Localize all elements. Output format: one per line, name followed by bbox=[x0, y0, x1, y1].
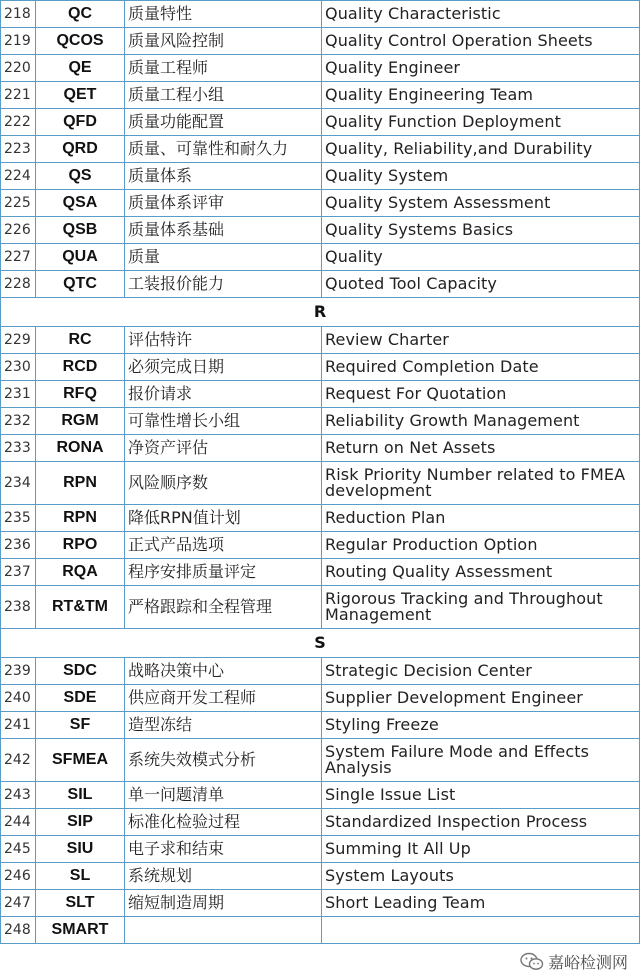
watermark bbox=[516, 948, 632, 975]
english-term-cell: Request For Quotation bbox=[322, 381, 640, 408]
row-number: 224 bbox=[1, 163, 36, 190]
english-term-cell: Standardized Inspection Process bbox=[322, 809, 640, 836]
row-number: 230 bbox=[1, 354, 36, 381]
table-row bbox=[1, 1, 640, 28]
table-row bbox=[1, 586, 640, 629]
english-term-cell: Reduction Plan bbox=[322, 505, 640, 532]
abbreviation-cell: SIL bbox=[36, 782, 125, 809]
english-term-cell: Quality System bbox=[322, 163, 640, 190]
glossary-body bbox=[1, 1, 640, 944]
table-row bbox=[1, 658, 640, 685]
chinese-term-cell: 标准化检验过程 bbox=[125, 809, 322, 836]
abbreviation-cell: SFMEA bbox=[36, 739, 125, 782]
row-number: 240 bbox=[1, 685, 36, 712]
abbreviation-cell: RQA bbox=[36, 559, 125, 586]
abbreviation-cell: QFD bbox=[36, 109, 125, 136]
abbreviation-cell: QUA bbox=[36, 244, 125, 271]
abbreviation-cell: SIP bbox=[36, 809, 125, 836]
english-term-cell: Quoted Tool Capacity bbox=[322, 271, 640, 298]
abbreviation-cell: QRD bbox=[36, 136, 125, 163]
abbreviation-cell: SL bbox=[36, 863, 125, 890]
abbreviation-cell: SMART bbox=[36, 917, 125, 944]
table-row bbox=[1, 890, 640, 917]
chinese-term-cell: 电子求和结束 bbox=[125, 836, 322, 863]
row-number: 223 bbox=[1, 136, 36, 163]
english-term-cell: Single Issue List bbox=[322, 782, 640, 809]
english-term-cell: Risk Priority Number related to FMEA development bbox=[322, 462, 640, 505]
row-number: 219 bbox=[1, 28, 36, 55]
row-number: 226 bbox=[1, 217, 36, 244]
chinese-term-cell: 造型冻结 bbox=[125, 712, 322, 739]
english-term-cell: System Layouts bbox=[322, 863, 640, 890]
abbreviation-cell: RC bbox=[36, 327, 125, 354]
english-term-cell: Quality Control Operation Sheets bbox=[322, 28, 640, 55]
chinese-term-cell: 程序安排质量评定 bbox=[125, 559, 322, 586]
table-row bbox=[1, 559, 640, 586]
table-row bbox=[1, 739, 640, 782]
abbreviation-cell: QSB bbox=[36, 217, 125, 244]
chinese-term-cell: 供应商开发工程师 bbox=[125, 685, 322, 712]
chinese-term-cell: 报价请求 bbox=[125, 381, 322, 408]
abbreviation-cell: QS bbox=[36, 163, 125, 190]
chinese-term-cell: 必须完成日期 bbox=[125, 354, 322, 381]
table-row bbox=[1, 505, 640, 532]
abbreviation-cell: QSA bbox=[36, 190, 125, 217]
chinese-term-cell: 缩短制造周期 bbox=[125, 890, 322, 917]
chinese-term-cell: 质量工程小组 bbox=[125, 82, 322, 109]
chinese-term-cell: 质量工程师 bbox=[125, 55, 322, 82]
table-row bbox=[1, 408, 640, 435]
row-number: 233 bbox=[1, 435, 36, 462]
watermark-text: 嘉峪检测网 bbox=[547, 953, 628, 972]
english-term-cell: Quality Engineering Team bbox=[322, 82, 640, 109]
table-row bbox=[1, 836, 640, 863]
table-row bbox=[1, 163, 640, 190]
row-number: 228 bbox=[1, 271, 36, 298]
abbreviation-cell: RFQ bbox=[36, 381, 125, 408]
abbreviation-cell: RPN bbox=[36, 462, 125, 505]
table-row bbox=[1, 109, 640, 136]
english-term-cell bbox=[322, 917, 640, 944]
chinese-term-cell: 质量、可靠性和耐久力 bbox=[125, 136, 322, 163]
abbreviation-cell: SDE bbox=[36, 685, 125, 712]
row-number: 229 bbox=[1, 327, 36, 354]
english-term-cell: Review Charter bbox=[322, 327, 640, 354]
row-number: 218 bbox=[1, 1, 36, 28]
row-number: 247 bbox=[1, 890, 36, 917]
abbreviation-cell: RT&TM bbox=[36, 586, 125, 629]
table-row bbox=[1, 190, 640, 217]
row-number: 227 bbox=[1, 244, 36, 271]
table-row bbox=[1, 532, 640, 559]
table-row bbox=[1, 244, 640, 271]
row-number: 222 bbox=[1, 109, 36, 136]
chinese-term-cell: 质量 bbox=[125, 244, 322, 271]
english-term-cell: Strategic Decision Center bbox=[322, 658, 640, 685]
english-term-cell: Quality System Assessment bbox=[322, 190, 640, 217]
row-number: 234 bbox=[1, 462, 36, 505]
row-number: 220 bbox=[1, 55, 36, 82]
row-number: 236 bbox=[1, 532, 36, 559]
abbreviation-cell: RGM bbox=[36, 408, 125, 435]
english-term-cell: Reliability Growth Management bbox=[322, 408, 640, 435]
chinese-term-cell: 工装报价能力 bbox=[125, 271, 322, 298]
chinese-term-cell: 可靠性增长小组 bbox=[125, 408, 322, 435]
chinese-term-cell: 正式产品选项 bbox=[125, 532, 322, 559]
section-header-r bbox=[1, 298, 640, 327]
table-row bbox=[1, 327, 640, 354]
english-term-cell: Styling Freeze bbox=[322, 712, 640, 739]
row-number: 242 bbox=[1, 739, 36, 782]
chinese-term-cell: 质量功能配置 bbox=[125, 109, 322, 136]
abbreviation-cell: QC bbox=[36, 1, 125, 28]
table-row bbox=[1, 462, 640, 505]
english-term-cell: Quality, Reliability,and Durability bbox=[322, 136, 640, 163]
section-letter: R bbox=[1, 298, 640, 327]
abbreviation-cell: SIU bbox=[36, 836, 125, 863]
chinese-term-cell: 系统失效模式分析 bbox=[125, 739, 322, 782]
row-number: 231 bbox=[1, 381, 36, 408]
row-number: 248 bbox=[1, 917, 36, 944]
english-term-cell: Rigorous Tracking and Throughout Management bbox=[322, 586, 640, 629]
chinese-term-cell: 风险顺序数 bbox=[125, 462, 322, 505]
wechat-icon bbox=[520, 952, 544, 972]
english-term-cell: Quality Function Deployment bbox=[322, 109, 640, 136]
abbreviation-cell: RPO bbox=[36, 532, 125, 559]
english-term-cell: Routing Quality Assessment bbox=[322, 559, 640, 586]
chinese-term-cell: 严格跟踪和全程管理 bbox=[125, 586, 322, 629]
table-row bbox=[1, 55, 640, 82]
chinese-term-cell: 战略决策中心 bbox=[125, 658, 322, 685]
chinese-term-cell: 质量风险控制 bbox=[125, 28, 322, 55]
english-term-cell: Summing It All Up bbox=[322, 836, 640, 863]
section-letter: S bbox=[1, 629, 640, 658]
table-row bbox=[1, 809, 640, 836]
english-term-cell: Regular Production Option bbox=[322, 532, 640, 559]
english-term-cell: Return on Net Assets bbox=[322, 435, 640, 462]
table-row bbox=[1, 435, 640, 462]
row-number: 246 bbox=[1, 863, 36, 890]
chinese-term-cell: 系统规划 bbox=[125, 863, 322, 890]
chinese-term-cell: 单一问题清单 bbox=[125, 782, 322, 809]
abbreviation-cell: RCD bbox=[36, 354, 125, 381]
table-row bbox=[1, 782, 640, 809]
abbreviation-cell: QET bbox=[36, 82, 125, 109]
chinese-term-cell bbox=[125, 917, 322, 944]
english-term-cell: Quality Systems Basics bbox=[322, 217, 640, 244]
chinese-term-cell: 质量体系评审 bbox=[125, 190, 322, 217]
row-number: 237 bbox=[1, 559, 36, 586]
row-number: 244 bbox=[1, 809, 36, 836]
chinese-term-cell: 质量体系 bbox=[125, 163, 322, 190]
row-number: 241 bbox=[1, 712, 36, 739]
row-number: 221 bbox=[1, 82, 36, 109]
english-term-cell: Required Completion Date bbox=[322, 354, 640, 381]
chinese-term-cell: 质量体系基础 bbox=[125, 217, 322, 244]
english-term-cell: Quality bbox=[322, 244, 640, 271]
section-header-s bbox=[1, 629, 640, 658]
chinese-term-cell: 降低RPN值计划 bbox=[125, 505, 322, 532]
english-term-cell: Quality Engineer bbox=[322, 55, 640, 82]
table-row bbox=[1, 381, 640, 408]
row-number: 243 bbox=[1, 782, 36, 809]
abbreviation-cell: QE bbox=[36, 55, 125, 82]
table-row bbox=[1, 28, 640, 55]
row-number: 235 bbox=[1, 505, 36, 532]
chinese-term-cell: 净资产评估 bbox=[125, 435, 322, 462]
row-number: 232 bbox=[1, 408, 36, 435]
table-row bbox=[1, 712, 640, 739]
table-row bbox=[1, 271, 640, 298]
chinese-term-cell: 评估特许 bbox=[125, 327, 322, 354]
english-term-cell: System Failure Mode and Effects Analysis bbox=[322, 739, 640, 782]
table-row bbox=[1, 917, 640, 944]
table-row bbox=[1, 136, 640, 163]
row-number: 238 bbox=[1, 586, 36, 629]
table-row bbox=[1, 82, 640, 109]
abbreviation-cell: QCOS bbox=[36, 28, 125, 55]
english-term-cell: Supplier Development Engineer bbox=[322, 685, 640, 712]
row-number: 239 bbox=[1, 658, 36, 685]
english-term-cell: Quality Characteristic bbox=[322, 1, 640, 28]
abbreviation-cell: SLT bbox=[36, 890, 125, 917]
abbreviation-cell: SDC bbox=[36, 658, 125, 685]
row-number: 225 bbox=[1, 190, 36, 217]
table-row bbox=[1, 217, 640, 244]
english-term-cell: Short Leading Team bbox=[322, 890, 640, 917]
abbreviation-cell: RONA bbox=[36, 435, 125, 462]
abbreviation-cell: RPN bbox=[36, 505, 125, 532]
table-row bbox=[1, 685, 640, 712]
chinese-term-cell: 质量特性 bbox=[125, 1, 322, 28]
table-row bbox=[1, 863, 640, 890]
abbreviation-cell: SF bbox=[36, 712, 125, 739]
row-number: 245 bbox=[1, 836, 36, 863]
table-row bbox=[1, 354, 640, 381]
abbreviation-cell: QTC bbox=[36, 271, 125, 298]
